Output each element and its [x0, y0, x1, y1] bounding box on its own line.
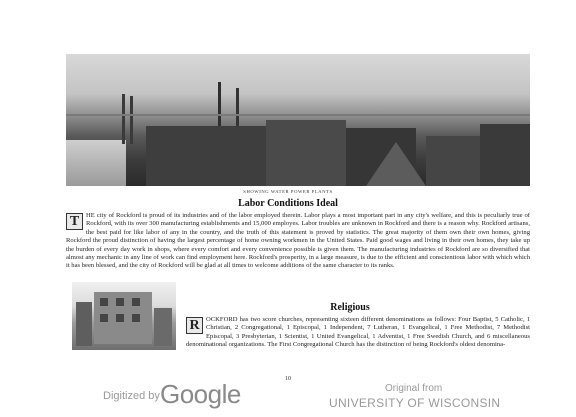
city-skyline-illustration	[66, 54, 530, 186]
water-power-plants-photo	[66, 54, 530, 186]
apartment-building-photo	[72, 282, 176, 350]
dropcap-t: T	[66, 213, 83, 230]
section-title-religious: Religious	[330, 302, 370, 313]
original-from-label: Original from	[385, 383, 443, 394]
dropcap-r: R	[186, 317, 203, 334]
section-title-labor: Labor Conditions Ideal	[238, 198, 338, 209]
labor-paragraph	[66, 212, 530, 271]
photo-caption: SHOWING WATER POWER PLANTS	[243, 189, 333, 194]
page-number: 10	[285, 376, 291, 382]
labor-text: HE city of Rockford is proud of its industries and of the labor employed therein. Labor plays a most important part in any city's welfare, and this is peculiarly true of Rockford, with its over 300 manufacturing establishments and 15,000 employes. Labor troubles are unknown in Rockford and there is a reason why. Rockford artisans, the best paid for like labor of any in the country, and the truth of this statement is proved by statistics. The great majority of them own their own homes, giving Rockford the proud distinction of having the largest percentage of home owning workmen in the United States. Paid good wages and living in their own homes, they take up the burden of every day work in shops, where every comfort and every convenience possible is given them. The manufacturing industries of Rockford are so diversified that almost any mechanic in any line of work can find employment here. Rockford's prosperity, in a large measure, is due to the efficient and conscientious labor with which which it has been blessed, and the city of Rockford will be glad at all times to welcome additions of the same character to its ranks.	[66, 212, 530, 270]
religious-text: OCKFORD has two score churches, representing sixteen different denominations as follows: Four Baptist, 5 Catholic, 1 Christian, 2 Congregational, 1 Episcopal, 1 Independent, 7 Lutheran, 1 Evangelical, 1 Free Methodist, 7 Methodist Episcopal, 3 Presbyterian, 1 Scientist, 1 United Evangelical, 1 Adventist, 1 Free Swedish Church, and 6 miscellaneous denominational organizations. The First Congregational Church has the distinction of being Rockford's oldest denomina-	[186, 316, 530, 349]
digitized-by-label: Digitized by	[103, 390, 160, 402]
religious-paragraph	[186, 316, 530, 350]
google-logo: Google	[160, 379, 241, 409]
institution-label: UNIVERSITY OF WISCONSIN	[329, 396, 501, 410]
building-illustration	[72, 282, 176, 350]
